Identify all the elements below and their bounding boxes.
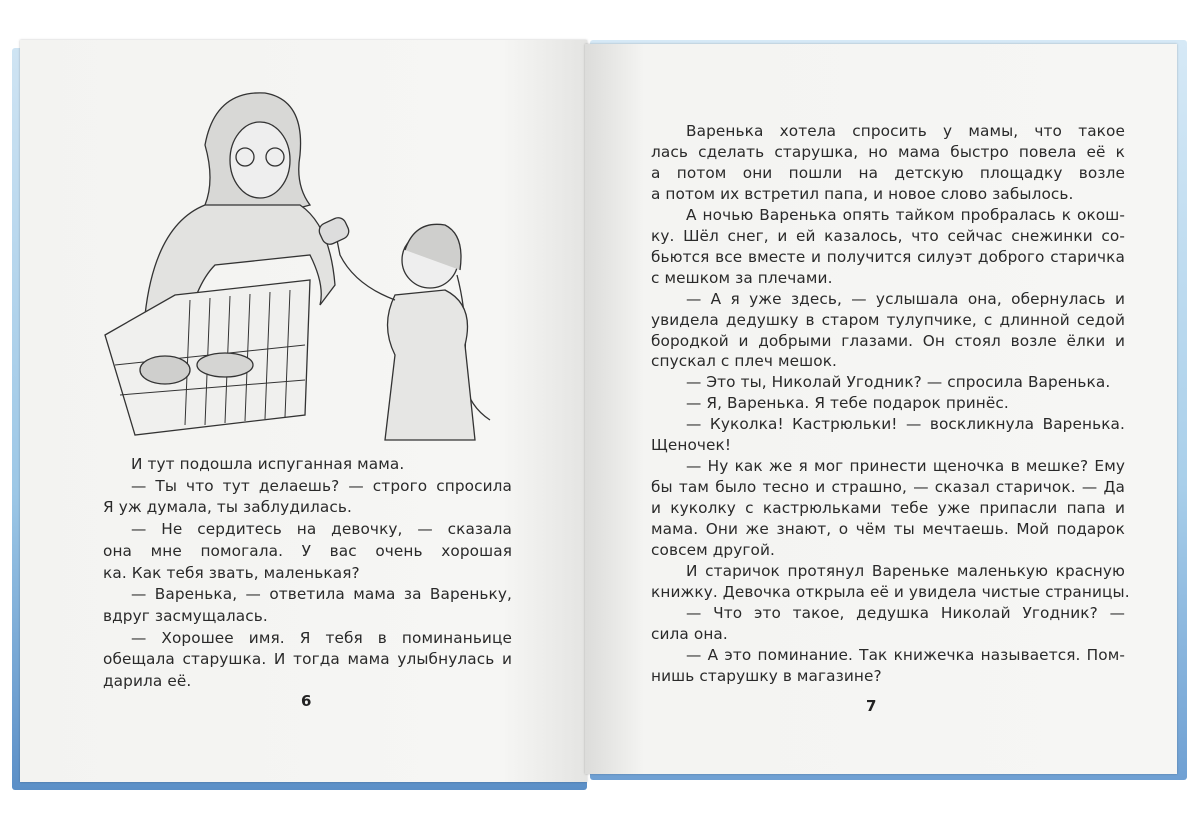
text-line: а потом их встретил папа, и новое слово забылось.: [651, 184, 1074, 203]
text-line: — Я, Варенька. Я тебе подарок принёс.: [686, 394, 1009, 413]
text-line: обещала старушка. И тогда мама улыбнулась и: [103, 650, 512, 669]
text-line: — Что это такое, дедушка Николай Угодник? —: [686, 603, 1125, 622]
text-line: она мне помогала. У вас очень хорошая: [103, 541, 512, 560]
text-line: — Не сердитесь на девочку, — сказала: [131, 520, 512, 539]
text-line: увидела дедушку в старом тулупчике, с длинной седой: [651, 310, 1125, 329]
text-line: — Ты что тут делаешь? — строго спросила: [131, 476, 512, 495]
text-line: бьются все вместе и получится силуэт доброго старичка: [651, 247, 1125, 266]
text-line: Щеночек!: [651, 436, 732, 455]
text-line: книжку. Девочка открыла её и увидела чистые страницы.: [651, 582, 1130, 601]
text-line: — Ну как же я мог принести щеночка в мешке? Ему: [686, 457, 1125, 476]
text-line: вдруг засмущалась.: [103, 606, 268, 625]
text-line: ку. Шёл снег, и ей казалось, что сейчас снежинки со-: [651, 226, 1125, 245]
text-line: сила она.: [651, 624, 728, 643]
page-number-left: 6: [301, 692, 312, 710]
text-line: лась сделать старушка, но мама быстро повела её к: [651, 142, 1125, 161]
text-line: И старичок протянул Вареньке маленькую красную: [686, 561, 1125, 580]
text-line: — Хорошее имя. Я тебя в поминаньице: [131, 628, 512, 647]
text-line: бы там было тесно и страшно, — сказал старичок. — Да: [651, 478, 1125, 497]
text-line: совсем другой.: [651, 541, 775, 559]
text-line: — Это ты, Николай Угодник? — спросила Варенька.: [686, 373, 1111, 392]
text-line: — А это поминание. Так книжечка называется. Пом-: [686, 645, 1125, 664]
text-line: Я уж думала, ты заблудилась.: [103, 498, 352, 517]
text-line: ка. Как тебя звать, маленькая?: [103, 563, 360, 582]
text-line: Варенька хотела спросить у мамы, что такое: [686, 122, 1125, 140]
text-line: И тут подошла испуганная мама.: [131, 455, 405, 473]
text-line: мама. Они же знают, о чём ты мечтаешь. Мой подарок: [651, 520, 1125, 539]
text-line: спускал с плеч мешок.: [651, 352, 837, 371]
text-line: А ночью Варенька опять тайком пробралась к окош-: [686, 205, 1125, 224]
illustration-grandma-and-girl: [95, 85, 520, 445]
text-line: с мешком за плечами.: [651, 268, 833, 287]
text-line: дарила её.: [103, 672, 192, 690]
page-number-right: 7: [866, 697, 877, 715]
text-line: — Варенька, — ответила мама за Вареньку,: [131, 585, 512, 604]
text-line: — А я уже здесь, — услышала она, обернулась и: [686, 289, 1125, 308]
text-line: бородкой и добрыми глазами. Он стоял возле ёлки и: [651, 331, 1125, 350]
text-line: а потом они пошли на детскую площадку возле: [651, 163, 1125, 182]
text-line: нишь старушку в магазине?: [651, 666, 882, 685]
text-line: и куколку с кастрюльками тебе уже припасли папа и: [651, 499, 1125, 518]
text-line: — Куколка! Кастрюльки! — воскликнула Варенька.: [686, 415, 1125, 434]
